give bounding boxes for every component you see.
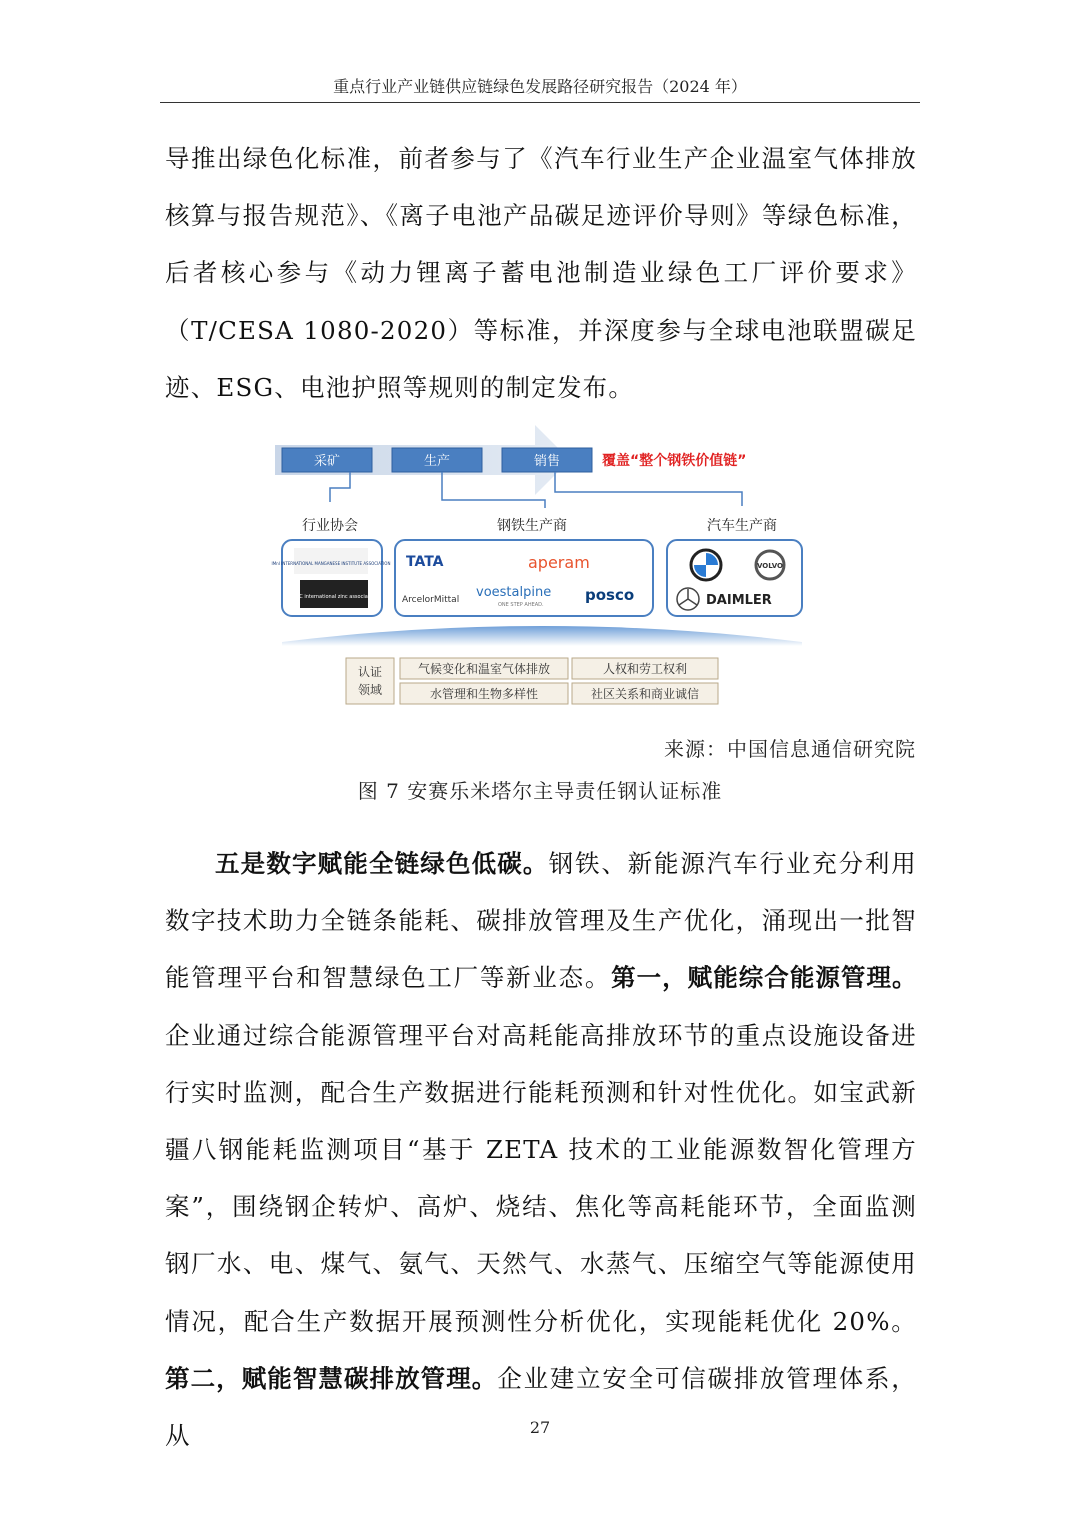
coverage-label: 覆盖“整个钢铁价值链” (602, 453, 747, 469)
tata-logo: TATA (406, 554, 444, 570)
zinc-logo (291, 580, 378, 608)
cert-area-3: 水管理和生物多样性 (429, 687, 539, 701)
paragraph-digital-text1: 钢铁、新能源汽车行业充分利用数字技术助力全链条能耗、碳排放管理及生产优化，涌现出一批智能管理平台和智慧绿色工厂等新业态。 (165, 849, 917, 993)
svg-text:VOLVO: VOLVO (757, 562, 783, 570)
cert-label-line2: 领域 (357, 683, 383, 697)
paragraph-digital-text2: 企业通过综合能源管理平台对高耗能高排放环节的重点设施设备进行实时监测，配合生产数据进行能耗预测和针对性优化。如宝武新疆八钢能耗监测项目“基于 ZETA 技术的工业能源数智化管理方案”，围绕钢企转炉、高炉、烧结、焦化等高耗能环节，全面监测钢厂水、电、煤气、氨气、天然气、水蒸气、压缩空气等能源使用情况，配合生产数据开展预测性分析优化，实现能耗优化 20%。 (165, 1020, 917, 1336)
stage-sales-label: 销售 (533, 454, 561, 469)
connector-sales (555, 472, 742, 506)
aperam-logo: aperam (528, 553, 590, 572)
voestalpine-tagline: ONE STEP AHEAD. (498, 602, 544, 608)
paragraph-digital-text3: 企业建立安全可信碳排放管理体系，从 (165, 1363, 918, 1451)
voestalpine-logo: voestalpine (476, 585, 552, 600)
figure-diagram (270, 420, 815, 720)
page-number: 27 (529, 1418, 551, 1437)
svg-text:DAIMLER: DAIMLER (706, 593, 772, 608)
group-auto-label: 汽车生产商 (707, 518, 777, 534)
connector-mining (330, 472, 350, 502)
cert-label-line1: 认证 (357, 665, 383, 679)
volvo-logo (756, 551, 784, 579)
connector-production (442, 472, 545, 508)
group-association-label: 行业协会 (302, 518, 358, 534)
cert-area-4: 社区关系和商业诚信 (590, 687, 700, 701)
figure-value-chain (270, 420, 815, 720)
arcelormittal-logo: ArcelorMittal (402, 595, 460, 605)
figure-source: 来源：中国信息通信研究院 (664, 737, 916, 761)
base-arc (282, 626, 802, 646)
stage-production-label: 生产 (423, 454, 451, 469)
posco-logo: posco (585, 586, 635, 604)
figure-caption: 图 7 安赛乐米塔尔主导责任钢认证标准 (357, 779, 723, 803)
heading-carbon-management: 第二，赋能智慧碳排放管理。 (165, 1363, 498, 1393)
cert-area-2: 人权和劳工权利 (602, 662, 688, 676)
paragraph-standards: 导推出绿色化标准，前者参与了《汽车行业生产企业温室气体排放核算与报告规范》、《离子电池产品碳足迹评价导则》等绿色标准，后者核心参与《动力锂离子蓄电池制造业绿色工厂评价要求》（T/CESA 1080-2020）等标准，并深度参与全球电池联盟碳足迹、ESG、电池护照等规则的制定发布。 (165, 144, 917, 402)
stage-mining-label: 采矿 (313, 454, 341, 469)
heading-energy-management: 第一，赋能综合能源管理。 (611, 963, 917, 993)
running-header: 重点行业产业链供应链绿色发展路径研究报告（2024 年） (160, 76, 920, 103)
paragraph-digital-empowerment (165, 835, 917, 1464)
bmw-logo (691, 550, 721, 580)
cert-area-1: 气候变化和温室气体排放 (417, 662, 551, 676)
svg-text:IMnI INTERNATIONAL MANGANESE I: IMnI INTERNATIONAL MANGANESE INSTITUTE ASSOCIATION (271, 561, 391, 566)
heading-digital-empowerment: 五是数字赋能全链绿色低碳。 (215, 849, 549, 878)
svg-text:ZINC international zinc associ: ZINC international zinc association (290, 594, 378, 600)
group-steel-label: 钢铁生产商 (497, 518, 567, 534)
